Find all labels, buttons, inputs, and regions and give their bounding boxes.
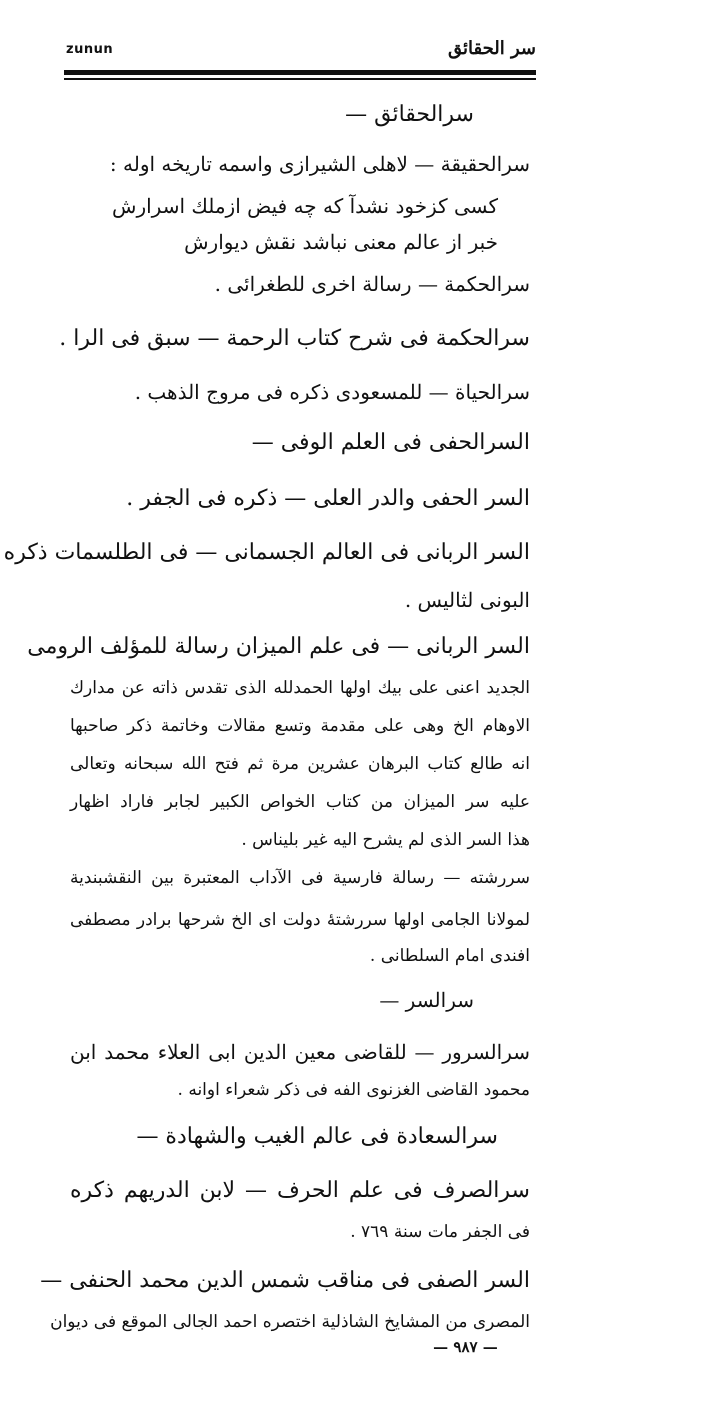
text-line: الاوهام الخ وهى على مقدمة وتسع مقالات وخاتمة ذكر صاحبها — [70, 716, 530, 736]
verse-line: كسى كزخود نشدآ كه چه فيض ازملك اسرارش — [112, 194, 498, 218]
entry-heading: السرالحفى فى العلم الوفى — — [251, 430, 530, 455]
text-line: هذا السر الذى لم يشرح اليه غير بليناس . — [241, 830, 530, 850]
entry-heading: سرالسرور — للقاضى معين الدين ابى العلاء محمد ابن — [70, 1040, 530, 1064]
text-line: البونى لثاليس . — [404, 588, 530, 612]
entry-heading: سرالحكمة — رسالة اخرى للطغرائى . — [214, 272, 530, 296]
entry-heading: سرالسر — — [379, 988, 474, 1012]
text-line: محمود القاضى الغزنوى الفه فى ذكر شعراء اوانه . — [177, 1080, 530, 1100]
page-number: — ٩٨٧ — — [433, 1338, 498, 1356]
entry-heading: سرالحكمة فى شرح كتاب الرحمة — سبق فى الرا . — [59, 326, 530, 351]
entry-heading: سرالسعادة فى عالم الغيب والشهادة — — [136, 1124, 498, 1149]
entry-heading: السر الربانى — فى علم الميزان رسالة للمؤلف الرومى — [27, 634, 530, 659]
page-header — [66, 38, 536, 68]
text-line: لمولانا الجامى اولها سررشتهٔ دولت اى الخ شرحها برادر مصطفى — [70, 910, 530, 930]
entry-heading: السر الحفى والدر العلى — ذكره فى الجفر . — [126, 486, 530, 511]
entry-heading: سرالحقائق — — [345, 102, 474, 127]
text-line: عليه سر الميزان من كتاب الخواص الكبير لجابر فاراد اظهار — [70, 792, 530, 812]
header-rule-thick — [64, 70, 536, 75]
text-line: المصرى من المشايخ الشاذلية اختصره احمد الجالى الموقع فى ديوان — [50, 1312, 530, 1332]
text-line: انه طالع كتاب البرهان عشرين مرة ثم فتح الله سبحانه وتعالى — [70, 754, 530, 774]
running-title: سر الحقائق — [448, 38, 536, 59]
entry-heading: السر الربانى فى العالم الجسمانى — فى الطلسمات ذكره — [3, 540, 530, 565]
text-line: فى الجفر مات سنة ٧٦٩ . — [350, 1222, 530, 1242]
text-line: الجديد اعنى على بيك اولها الحمدلله الذى تقدس ذاته عن مدارك — [70, 678, 530, 698]
header-left-label: zunun — [66, 42, 114, 57]
entry-heading: سررشته — رسالة فارسية فى الآداب المعتبرة بين النقشبندية — [70, 868, 530, 888]
text-line: افندى امام السلطانى . — [369, 946, 530, 966]
entry-heading: سرالحقيقة — لاهلى الشيرازى واسمه تاريخه اوله : — [109, 152, 530, 176]
entry-heading: سرالحياة — للمسعودى ذكره فى مروج الذهب . — [134, 380, 530, 404]
verse-line: خبر از عالم معنى نباشد نقش ديوارش — [184, 230, 498, 254]
page-footer — [0, 1338, 711, 1356]
entry-heading: سرالصرف فى علم الحرف — لابن الدريهم ذكره — [70, 1178, 530, 1203]
header-rule-thin — [64, 78, 536, 80]
entry-heading: السر الصفى فى مناقب شمس الدين محمد الحنفى — — [40, 1268, 530, 1293]
